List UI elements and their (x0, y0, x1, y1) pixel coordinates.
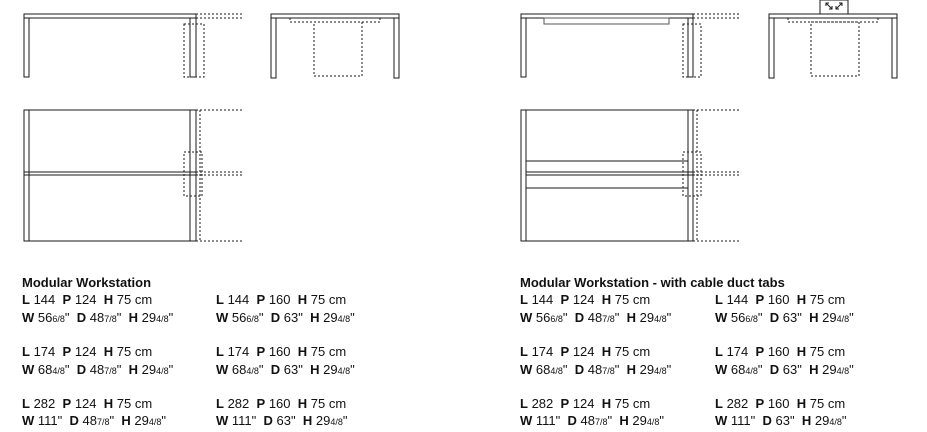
metric-dimensions: L 282 P 124 H 75 cm (520, 396, 651, 411)
metric-dimensions: L 144 P 160 H 75 cm (715, 292, 846, 307)
metric-dimensions: L 174 P 124 H 75 cm (520, 344, 651, 359)
metric-dimensions: L 282 P 160 H 75 cm (216, 396, 347, 411)
metric-dimensions: L 144 P 160 H 75 cm (216, 292, 347, 307)
side-elevation-drawing (271, 14, 399, 78)
imperial-dimensions: W 566/8" D 487/8" H 294/8" (520, 310, 672, 325)
side-elevation-duct-drawing (769, 0, 897, 78)
product-title: Modular Workstation - with cable duct tabs (520, 275, 785, 290)
plan-view-duct-drawing (521, 110, 740, 241)
metric-dimensions: L 174 P 124 H 75 cm (22, 344, 153, 359)
imperial-dimensions: W 684/8" D 63" H 294/8" (715, 362, 854, 377)
metric-dimensions: L 174 P 160 H 75 cm (216, 344, 347, 359)
front-elevation-drawing (24, 14, 243, 77)
imperial-dimensions: W 111" D 63" H 294/8" (216, 413, 348, 428)
imperial-dimensions: W 566/8" D 63" H 294/8" (715, 310, 854, 325)
metric-dimensions: L 144 P 124 H 75 cm (22, 292, 153, 307)
metric-dimensions: L 282 P 160 H 75 cm (715, 396, 846, 411)
imperial-dimensions: W 111" D 487/8" H 294/8" (520, 413, 665, 428)
product-title: Modular Workstation (22, 275, 152, 290)
imperial-dimensions: W 111" D 63" H 294/8" (715, 413, 847, 428)
metric-dimensions: L 144 P 124 H 75 cm (520, 292, 651, 307)
front-elevation-duct-drawing (521, 14, 740, 77)
metric-dimensions: L 174 P 160 H 75 cm (715, 344, 846, 359)
imperial-dimensions: W 684/8" D 487/8" H 294/8" (520, 362, 672, 377)
imperial-dimensions: W 684/8" D 487/8" H 294/8" (22, 362, 174, 377)
plan-view-drawing (24, 110, 243, 241)
metric-dimensions: L 282 P 124 H 75 cm (22, 396, 153, 411)
imperial-dimensions: W 566/8" D 63" H 294/8" (216, 310, 355, 325)
imperial-dimensions: W 566/8" D 487/8" H 294/8" (22, 310, 174, 325)
imperial-dimensions: W 111" D 487/8" H 294/8" (22, 413, 167, 428)
imperial-dimensions: W 684/8" D 63" H 294/8" (216, 362, 355, 377)
cable-duct-access-arrows-icon (826, 3, 842, 9)
